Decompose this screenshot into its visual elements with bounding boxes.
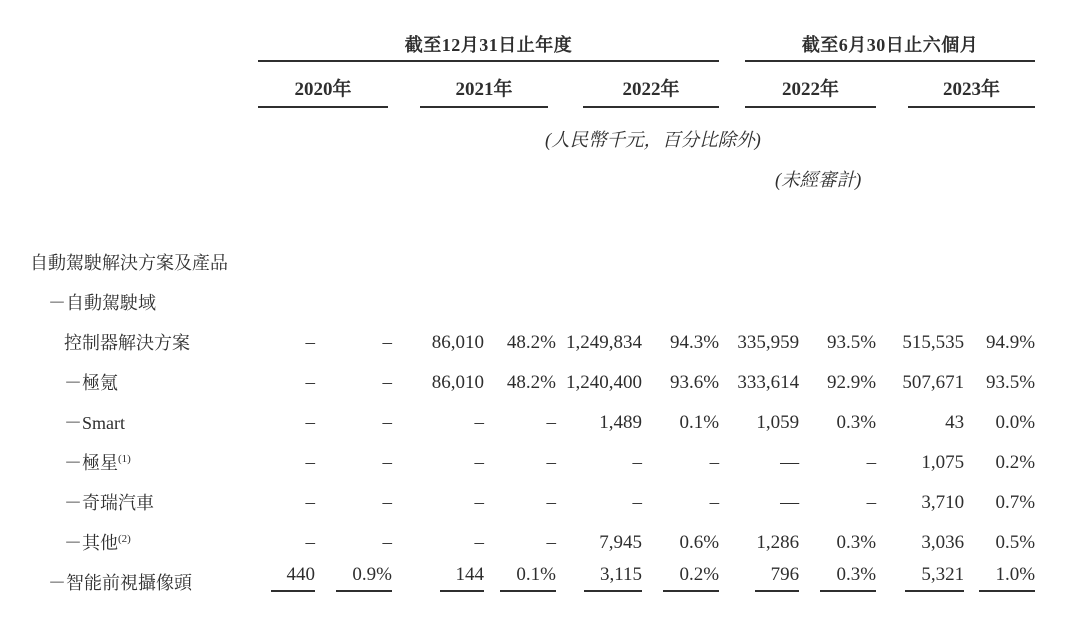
- value-text: 1,240,400: [566, 372, 642, 393]
- value-cell: [258, 280, 315, 320]
- value-text: –: [382, 332, 392, 353]
- value-text: –: [546, 412, 556, 433]
- value-text: 43: [945, 412, 965, 433]
- table-row: [28, 560, 1035, 600]
- value-cell: [642, 480, 719, 520]
- value-cell: [719, 440, 799, 480]
- value-cell: [799, 280, 876, 320]
- value-cell: [556, 560, 642, 600]
- year-2022-label: 2022年: [583, 80, 719, 108]
- value-cell: [484, 560, 556, 600]
- prospectus-page: [0, 26, 1080, 644]
- value-cell: [642, 240, 719, 280]
- col-2021: [392, 62, 556, 108]
- value-text: –: [305, 332, 315, 353]
- value-cell: [556, 480, 642, 520]
- value-cell: [392, 520, 484, 560]
- year-header-row: [28, 62, 1035, 108]
- value-cell: [964, 320, 1035, 360]
- value-cell: [258, 400, 315, 440]
- value-cell: [484, 240, 556, 280]
- value-cell: [719, 480, 799, 520]
- value-cell: [876, 440, 964, 480]
- value-cell: [719, 280, 799, 320]
- value-text: –: [382, 532, 392, 553]
- value-text: –: [305, 452, 315, 473]
- value-cell: [799, 320, 876, 360]
- value-text: –: [305, 412, 315, 433]
- value-text: 93.5%: [985, 372, 1036, 393]
- value-with-total-rule: 0.2%: [663, 565, 719, 592]
- value-text: –: [382, 452, 392, 473]
- value-cell: [556, 320, 642, 360]
- footnote-reference: (1): [118, 453, 131, 465]
- value-cell: [556, 280, 642, 320]
- row-label: [28, 520, 258, 560]
- value-with-total-rule: 796: [755, 565, 800, 592]
- value-text: 86,010: [431, 372, 484, 393]
- value-cell: [964, 360, 1035, 400]
- table-row: [28, 480, 1035, 520]
- table-row: [28, 520, 1035, 560]
- value-cell: [876, 400, 964, 440]
- value-cell: [799, 400, 876, 440]
- value-text: 48.2%: [506, 332, 556, 353]
- value-cell: [315, 280, 392, 320]
- value-cell: [876, 560, 964, 600]
- value-cell: [719, 520, 799, 560]
- value-cell: [964, 240, 1035, 280]
- value-cell: [642, 320, 719, 360]
- value-text: –: [709, 452, 720, 473]
- value-cell: [392, 480, 484, 520]
- row-label-text: －極星: [64, 453, 118, 473]
- value-text: 48.2%: [506, 372, 556, 393]
- value-cell: [799, 480, 876, 520]
- value-cell: [799, 360, 876, 400]
- value-text: 1,489: [599, 412, 642, 433]
- value-text: –: [632, 492, 642, 513]
- value-cell: [642, 440, 719, 480]
- value-cell: [876, 480, 964, 520]
- value-cell: [315, 520, 392, 560]
- value-text: 335,959: [737, 332, 800, 353]
- year-ended-group-cell: [258, 26, 719, 62]
- value-text: 92.9%: [826, 372, 877, 393]
- footnote-reference: (2): [118, 533, 131, 545]
- value-cell: [392, 280, 484, 320]
- value-cell: [556, 240, 642, 280]
- value-cell: [876, 360, 964, 400]
- value-cell: [719, 560, 799, 600]
- row-label: [28, 400, 258, 440]
- value-text: 1,059: [756, 412, 800, 433]
- value-cell: [258, 440, 315, 480]
- value-cell: [642, 360, 719, 400]
- value-cell: [392, 440, 484, 480]
- value-cell: [315, 400, 392, 440]
- value-cell: [484, 440, 556, 480]
- value-text: 3,036: [921, 532, 965, 553]
- value-cell: [315, 480, 392, 520]
- table-row: [28, 440, 1035, 480]
- value-cell: [258, 320, 315, 360]
- currency-unit-note: (人民幣千元，百分比除外): [545, 130, 761, 151]
- value-text: 94.9%: [985, 332, 1036, 353]
- value-text: 7,945: [599, 532, 642, 553]
- value-text: 0.0%: [995, 412, 1036, 433]
- row-label: [28, 480, 258, 520]
- value-text: 0.1%: [679, 412, 720, 433]
- value-cell: [484, 400, 556, 440]
- unaudited-note: (未經審計): [775, 170, 862, 191]
- value-text: –: [382, 412, 392, 433]
- value-cell: [484, 280, 556, 320]
- value-cell: [258, 480, 315, 520]
- value-cell: [719, 240, 799, 280]
- row-label: [28, 440, 258, 480]
- revenue-breakdown-table: [28, 26, 1035, 600]
- value-text: 0.5%: [995, 532, 1036, 553]
- spacer-row: [28, 192, 1035, 240]
- value-cell: [799, 560, 876, 600]
- value-cell: [484, 360, 556, 400]
- value-cell: [392, 360, 484, 400]
- value-cell: [315, 560, 392, 600]
- row-label-text: 控制器解決方案: [64, 333, 190, 353]
- row-label-text: －其他: [64, 533, 118, 553]
- value-text: 507,671: [902, 372, 965, 393]
- value-cell: [964, 440, 1035, 480]
- row-label: [28, 560, 258, 600]
- value-cell: [315, 440, 392, 480]
- period-group-header-row: [28, 26, 1035, 62]
- value-text: –: [305, 492, 315, 513]
- value-cell: [964, 280, 1035, 320]
- value-with-total-rule: 5,321: [905, 565, 964, 592]
- unaudited-note-row: [28, 152, 1035, 192]
- value-cell: [642, 280, 719, 320]
- value-cell: [392, 560, 484, 600]
- row-label-text: 自動駕駛解決方案及產品: [30, 253, 228, 273]
- value-cell: [484, 320, 556, 360]
- value-cell: [556, 360, 642, 400]
- value-cell: [258, 240, 315, 280]
- value-text: 0.3%: [836, 532, 877, 553]
- value-text: –: [305, 532, 315, 553]
- value-text: –: [866, 492, 877, 513]
- value-cell: [315, 320, 392, 360]
- value-text: 3,710: [921, 492, 965, 513]
- value-text: 1,249,834: [566, 332, 642, 353]
- table-row: [28, 320, 1035, 360]
- value-cell: [876, 240, 964, 280]
- value-cell: [799, 440, 876, 480]
- value-cell: [642, 400, 719, 440]
- value-text: 94.3%: [669, 332, 720, 353]
- value-text: 0.3%: [836, 412, 877, 433]
- value-text: –: [866, 452, 877, 473]
- value-cell: [799, 240, 876, 280]
- value-cell: [719, 400, 799, 440]
- value-text: –: [546, 532, 556, 553]
- row-label-text: －自動駕駛域: [48, 293, 156, 313]
- value-text: —: [780, 492, 800, 513]
- value-text: 1,286: [756, 532, 800, 553]
- year-2023-6m-label: 2023年: [908, 80, 1035, 108]
- value-text: 333,614: [737, 372, 800, 393]
- row-label-text: －極氪: [64, 373, 118, 393]
- value-text: 0.2%: [995, 452, 1036, 473]
- value-cell: [258, 520, 315, 560]
- value-cell: [642, 560, 719, 600]
- value-text: 515,535: [902, 332, 965, 353]
- value-cell: [315, 240, 392, 280]
- row-label: [28, 240, 258, 280]
- year-ended-group-title: 截至12月31日止年度: [258, 36, 719, 62]
- year-2022-6m-label: 2022年: [745, 80, 876, 108]
- value-cell: [556, 400, 642, 440]
- table-row: [28, 240, 1035, 280]
- year-2020-label: 2020年: [258, 80, 388, 108]
- value-cell: [876, 280, 964, 320]
- value-text: 1,075: [921, 452, 965, 473]
- year-2021-label: 2021年: [420, 80, 548, 108]
- value-with-total-rule: 0.1%: [500, 565, 556, 592]
- value-with-total-rule: 0.3%: [820, 565, 876, 592]
- value-text: 86,010: [431, 332, 484, 353]
- table-row: [28, 360, 1035, 400]
- six-months-group-cell: [719, 26, 1035, 62]
- value-text: –: [382, 492, 392, 513]
- table-row: [28, 280, 1035, 320]
- value-cell: [876, 320, 964, 360]
- value-cell: [876, 520, 964, 560]
- col-2022: [556, 62, 719, 108]
- value-with-total-rule: 0.9%: [336, 565, 392, 592]
- value-text: 0.6%: [679, 532, 720, 553]
- value-text: –: [546, 452, 556, 473]
- value-text: 93.5%: [826, 332, 877, 353]
- value-text: –: [474, 532, 484, 553]
- value-with-total-rule: 3,115: [584, 565, 642, 592]
- value-cell: [556, 440, 642, 480]
- value-text: –: [546, 492, 556, 513]
- row-label: [28, 320, 258, 360]
- col-2022-6m: [719, 62, 876, 108]
- value-text: 0.7%: [995, 492, 1036, 513]
- value-cell: [964, 560, 1035, 600]
- value-cell: [719, 320, 799, 360]
- value-text: –: [709, 492, 720, 513]
- value-cell: [556, 520, 642, 560]
- value-cell: [719, 360, 799, 400]
- value-cell: [799, 520, 876, 560]
- value-text: —: [780, 452, 800, 473]
- row-label-text: －奇瑞汽車: [64, 493, 154, 513]
- value-cell: [964, 400, 1035, 440]
- unit-note-row: [28, 108, 1035, 152]
- value-text: –: [305, 372, 315, 393]
- value-text: –: [632, 452, 642, 473]
- label-column-header: [28, 26, 258, 62]
- value-cell: [392, 240, 484, 280]
- label-column-spacer: [28, 62, 258, 108]
- value-with-total-rule: 1.0%: [979, 565, 1035, 592]
- value-cell: [315, 360, 392, 400]
- value-with-total-rule: 144: [440, 565, 485, 592]
- value-cell: [258, 360, 315, 400]
- value-text: –: [474, 412, 484, 433]
- value-cell: [964, 480, 1035, 520]
- row-label-text: －智能前視攝像頭: [48, 573, 192, 593]
- row-label-text: －Smart: [64, 413, 125, 433]
- col-2020: [258, 62, 392, 108]
- value-cell: [964, 520, 1035, 560]
- value-text: –: [382, 372, 392, 393]
- value-cell: [392, 400, 484, 440]
- col-2023-6m: [876, 62, 1035, 108]
- value-cell: [392, 320, 484, 360]
- six-months-group-title: 截至6月30日止六個月: [745, 36, 1035, 62]
- value-cell: [258, 560, 315, 600]
- value-text: –: [474, 452, 484, 473]
- value-cell: [484, 480, 556, 520]
- row-label: [28, 360, 258, 400]
- table-body: [28, 240, 1035, 600]
- value-with-total-rule: 440: [271, 565, 316, 592]
- row-label: [28, 280, 258, 320]
- value-text: –: [474, 492, 484, 513]
- value-cell: [642, 520, 719, 560]
- value-cell: [484, 520, 556, 560]
- table-row: [28, 400, 1035, 440]
- value-text: 93.6%: [669, 372, 720, 393]
